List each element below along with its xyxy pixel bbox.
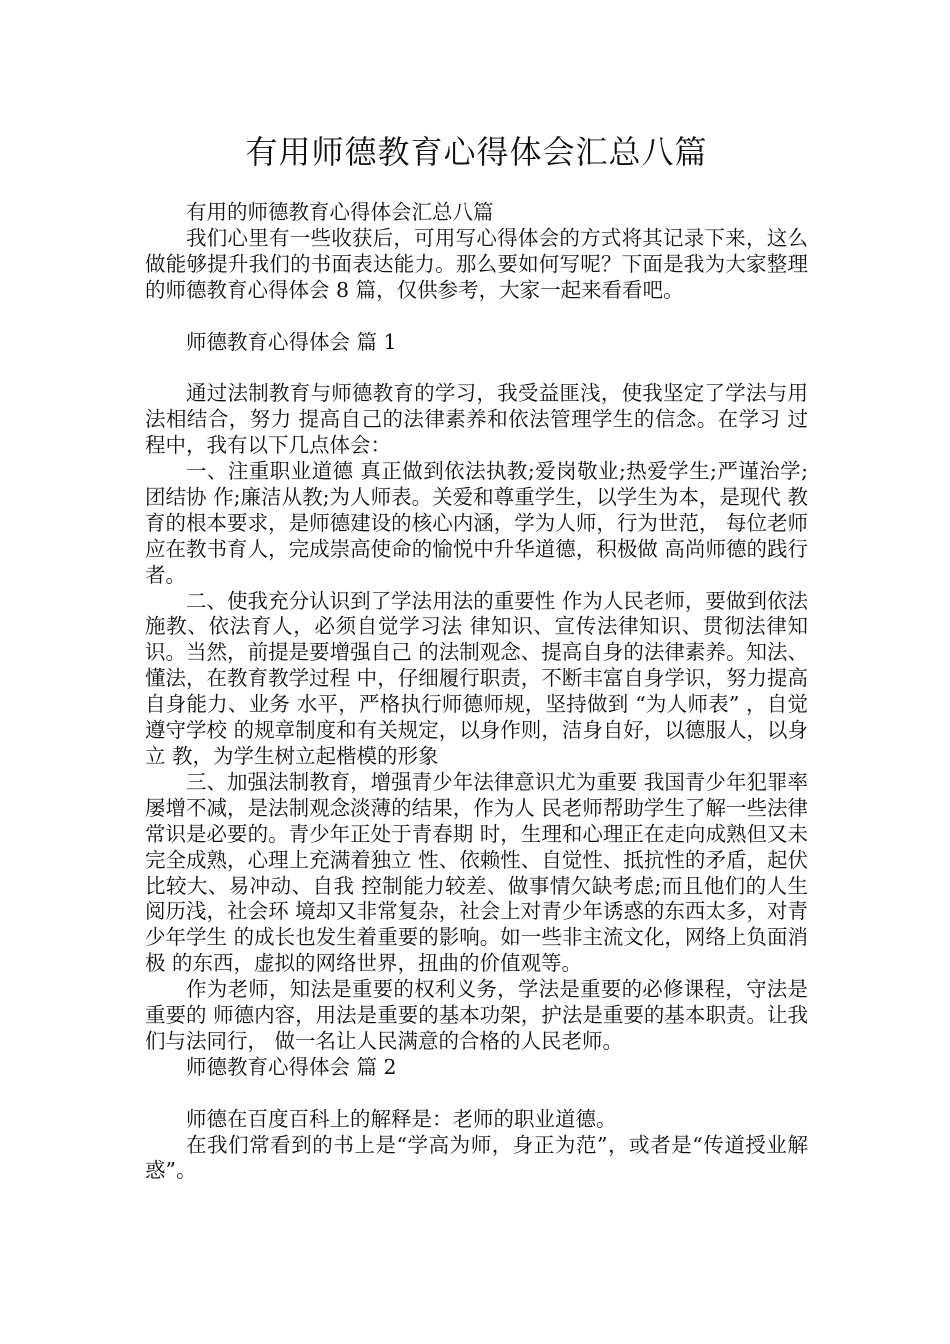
paragraph: 师德在百度百科上的解释是：老师的职业道德。 bbox=[186, 1106, 617, 1131]
subtitle-line: 有用的师德教育心得体会汇总八篇 bbox=[186, 200, 494, 224]
intro-paragraph: 我们心里有一些收获后，可用写心得体会的方式将其记录下来，这么做能够提升我们的书面表达能力。那么要如何写呢？下面是我为大家整理的师德教育心得体会 8 篇，仅供参考，大家一起来看看吧。 bbox=[145, 225, 808, 302]
paragraph: 在我们常看到的书上是“学高为师，身正为范”，或者是“传道授业解惑”。 bbox=[145, 1132, 808, 1183]
paragraph: 通过法制教育与师德教育的学习，我受益匪浅，使我坚定了学法与用法相结合，努力 提高自己的法律素养和依法管理学生的信念。在学习 过程中，我有以下几点体会： bbox=[145, 381, 808, 458]
section-heading-1: 师德教育心得体会 篇 1 bbox=[186, 329, 397, 354]
paragraph: 二、使我充分认识到了学法用法的重要性 作为人民老师，要做到依法施教、依法育人，必须自觉学习法 律知识、宣传法律知识、贯彻法律知识。当然，前提是要增强自己 的法制观念、提高自身的法律素养。知法、懂法，在教育教学过程 中，仔细履行职责，不断丰富自身学识，努力提高自身能力、业务 水平，严格执行师德师规，坚持做到 “为人师表” ，自觉遵守学校 的规章制度和有关规定，以身作则，洁身自好，以德服人，以身立 教，为学生树立起楷模的形象 bbox=[145, 588, 808, 768]
section-heading-2: 师德教育心得体会 篇 2 bbox=[186, 1054, 397, 1079]
document-title: 有用师德教育心得体会汇总八篇 bbox=[245, 133, 708, 171]
paragraph: 三、加强法制教育，增强青少年法律意识尤为重要 我国青少年犯罪率屡增不减，是法制观念淡薄的结果，作为人 民老师帮助学生了解一些法律常识是必要的。青少年正处于青春期 时，生理和心理正在走向成熟但又未完全成熟，心理上充满着独立 性、依赖性、自觉性、抵抗性的矛盾，起伏比较大、易冲动、自我 控制能力较差、做事情欠缺考虑;而且他们的人生阅历浅，社会环 境却又非常复杂，社会上对青少年诱惑的东西太多，对青少年学生 的成长也发生着重要的影响。如一些非主流文化，网络上负面消极 的东西，虚拟的网络世界，扭曲的价值观等。 bbox=[145, 769, 808, 976]
document-body bbox=[145, 200, 808, 1184]
paragraph: 一、注重职业道德 真正做到依法执教;爱岗敬业;热爱学生;严谨治学;团结协 作;廉洁从教;为人师表。关爱和尊重学生，以学生为本，是现代 教育的根本要求，是师德建设的核心内涵，学为人师，行为世范， 每位老师应在教书育人，完成崇高使命的愉悦中升华道德，积极做 高尚师德的践行者。 bbox=[145, 459, 808, 587]
paragraph: 作为老师，知法是重要的权利义务，学法是重要的必修课程，守法是重要的 师德内容，用法是重要的基本功架，护法是重要的基本职责。让我们与法同行， 做一名让人民满意的合格的人民老师。 bbox=[145, 977, 808, 1053]
